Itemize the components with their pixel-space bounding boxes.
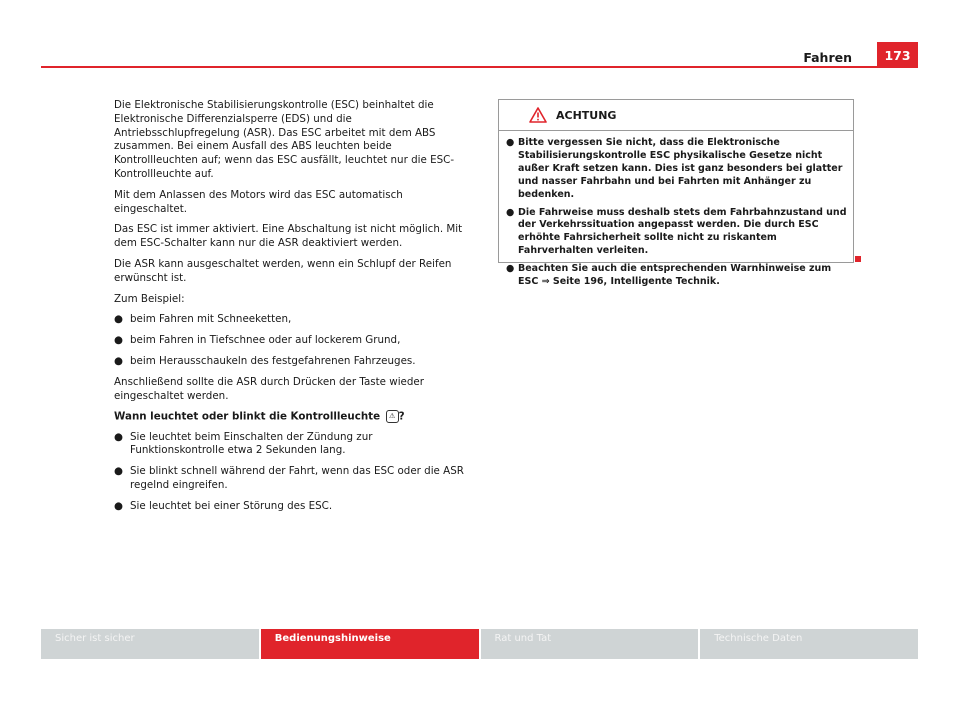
esc-indicator-icon: ⚠ bbox=[386, 410, 399, 423]
subsection-heading: Wann leuchtet oder blinkt die Kontrollleuchte ⚠ ? bbox=[114, 410, 405, 423]
bullet-icon: ● bbox=[114, 499, 123, 512]
bullet-icon: ● bbox=[506, 263, 515, 275]
bullet-icon: ● bbox=[114, 313, 123, 326]
paragraph: Die ASR kann ausgeschaltet werden, wenn ein Schlupf der Reifen erwünscht ist. bbox=[114, 257, 452, 284]
bullet-icon: ● bbox=[114, 354, 123, 367]
footer-tab-sicher[interactable]: Sicher ist sicher bbox=[41, 629, 259, 659]
warning-box bbox=[498, 99, 854, 288]
paragraph: Die Elektronische Stabilisierungskontrolle (ESC) beinhaltet die Elektronische Differenzialsperre (EDS) und die Antriebsschlupfregelung (ASR). Das ESC arbeitet mit dem ABS zusammen. Bei einem Ausfall des ABS leuchten beide Kontrollleuchten auf; wenn das ESC ausfällt, leuchtet nur die ESC-Kontrollleuchte auf. bbox=[114, 99, 455, 180]
footer-nav bbox=[41, 629, 918, 659]
list-item: ● beim Herausschaukeln des festgefahrenen Fahrzeuges. bbox=[114, 354, 416, 367]
bullet-icon: ● bbox=[114, 334, 123, 347]
list-item: ● Sie leuchtet beim Einschalten der Zündung zur Funktionskontrolle etwa 2 Sekunden lang. bbox=[114, 430, 373, 457]
footer-tab-rat-und-tat[interactable]: Rat und Tat bbox=[481, 629, 699, 659]
warning-header bbox=[499, 100, 853, 131]
paragraph: Das ESC ist immer aktiviert. Eine Abschaltung ist nicht möglich. Mit dem ESC-Schalter kann nur die ASR deaktiviert werden. bbox=[114, 223, 463, 250]
paragraph: Zum Beispiel: bbox=[114, 292, 185, 305]
list-item: ● beim Fahren in Tiefschnee oder auf lockerem Grund, bbox=[114, 334, 401, 347]
main-text-column bbox=[114, 99, 469, 521]
bullet-icon: ● bbox=[506, 206, 515, 218]
warning-body bbox=[499, 131, 853, 289]
bullet-icon: ● bbox=[114, 430, 123, 443]
bullet-icon: ● bbox=[114, 465, 123, 478]
list-item: ● Bitte vergessen Sie nicht, dass die Elektronische Stabilisierungskontrolle ESC physikalische Gesetze nicht außer Kraft setzen kann. Dies ist ganz besonders bei glatter und nasser Fahrbahn und bei Fahrten mit Anhänger zu bedenken. bbox=[506, 137, 843, 200]
page-number: 173 bbox=[877, 42, 918, 68]
header-rule bbox=[41, 66, 918, 68]
warning-triangle-icon bbox=[529, 107, 547, 123]
list-item: ● Beachten Sie auch die entsprechenden Warnhinweise zum ESC ⇒ Seite 196, Intelligente Technik. bbox=[506, 263, 832, 288]
warning-title: ACHTUNG bbox=[556, 108, 617, 122]
list-item: ● beim Fahren mit Schneeketten, bbox=[114, 313, 292, 326]
paragraph: Anschließend sollte die ASR durch Drücken der Taste wieder eingeschaltet werden. bbox=[114, 375, 424, 402]
bullet-icon: ● bbox=[506, 137, 515, 148]
section-end-marker bbox=[855, 256, 861, 262]
list-item: ● Sie leuchtet bei einer Störung des ESC. bbox=[114, 499, 333, 512]
list-item: ● Sie blinkt schnell während der Fahrt, wenn das ESC oder die ASR regelnd eingreifen. bbox=[114, 465, 464, 492]
footer-tab-bedienungshinweise[interactable]: Bedienungshinweise bbox=[261, 629, 479, 659]
footer-tab-technische-daten[interactable]: Technische Daten bbox=[700, 629, 918, 659]
paragraph: Mit dem Anlassen des Motors wird das ESC automatisch eingeschaltet. bbox=[114, 188, 403, 215]
list-item: ● Die Fahrweise muss deshalb stets dem Fahrbahnzustand und der Verkehrssituation angepasst werden. Die durch ESC erhöhte Fahrsicherheit sollte nicht zu riskantem Fahrverhalten verleiten. bbox=[506, 206, 847, 257]
section-title: Fahren bbox=[803, 50, 852, 65]
